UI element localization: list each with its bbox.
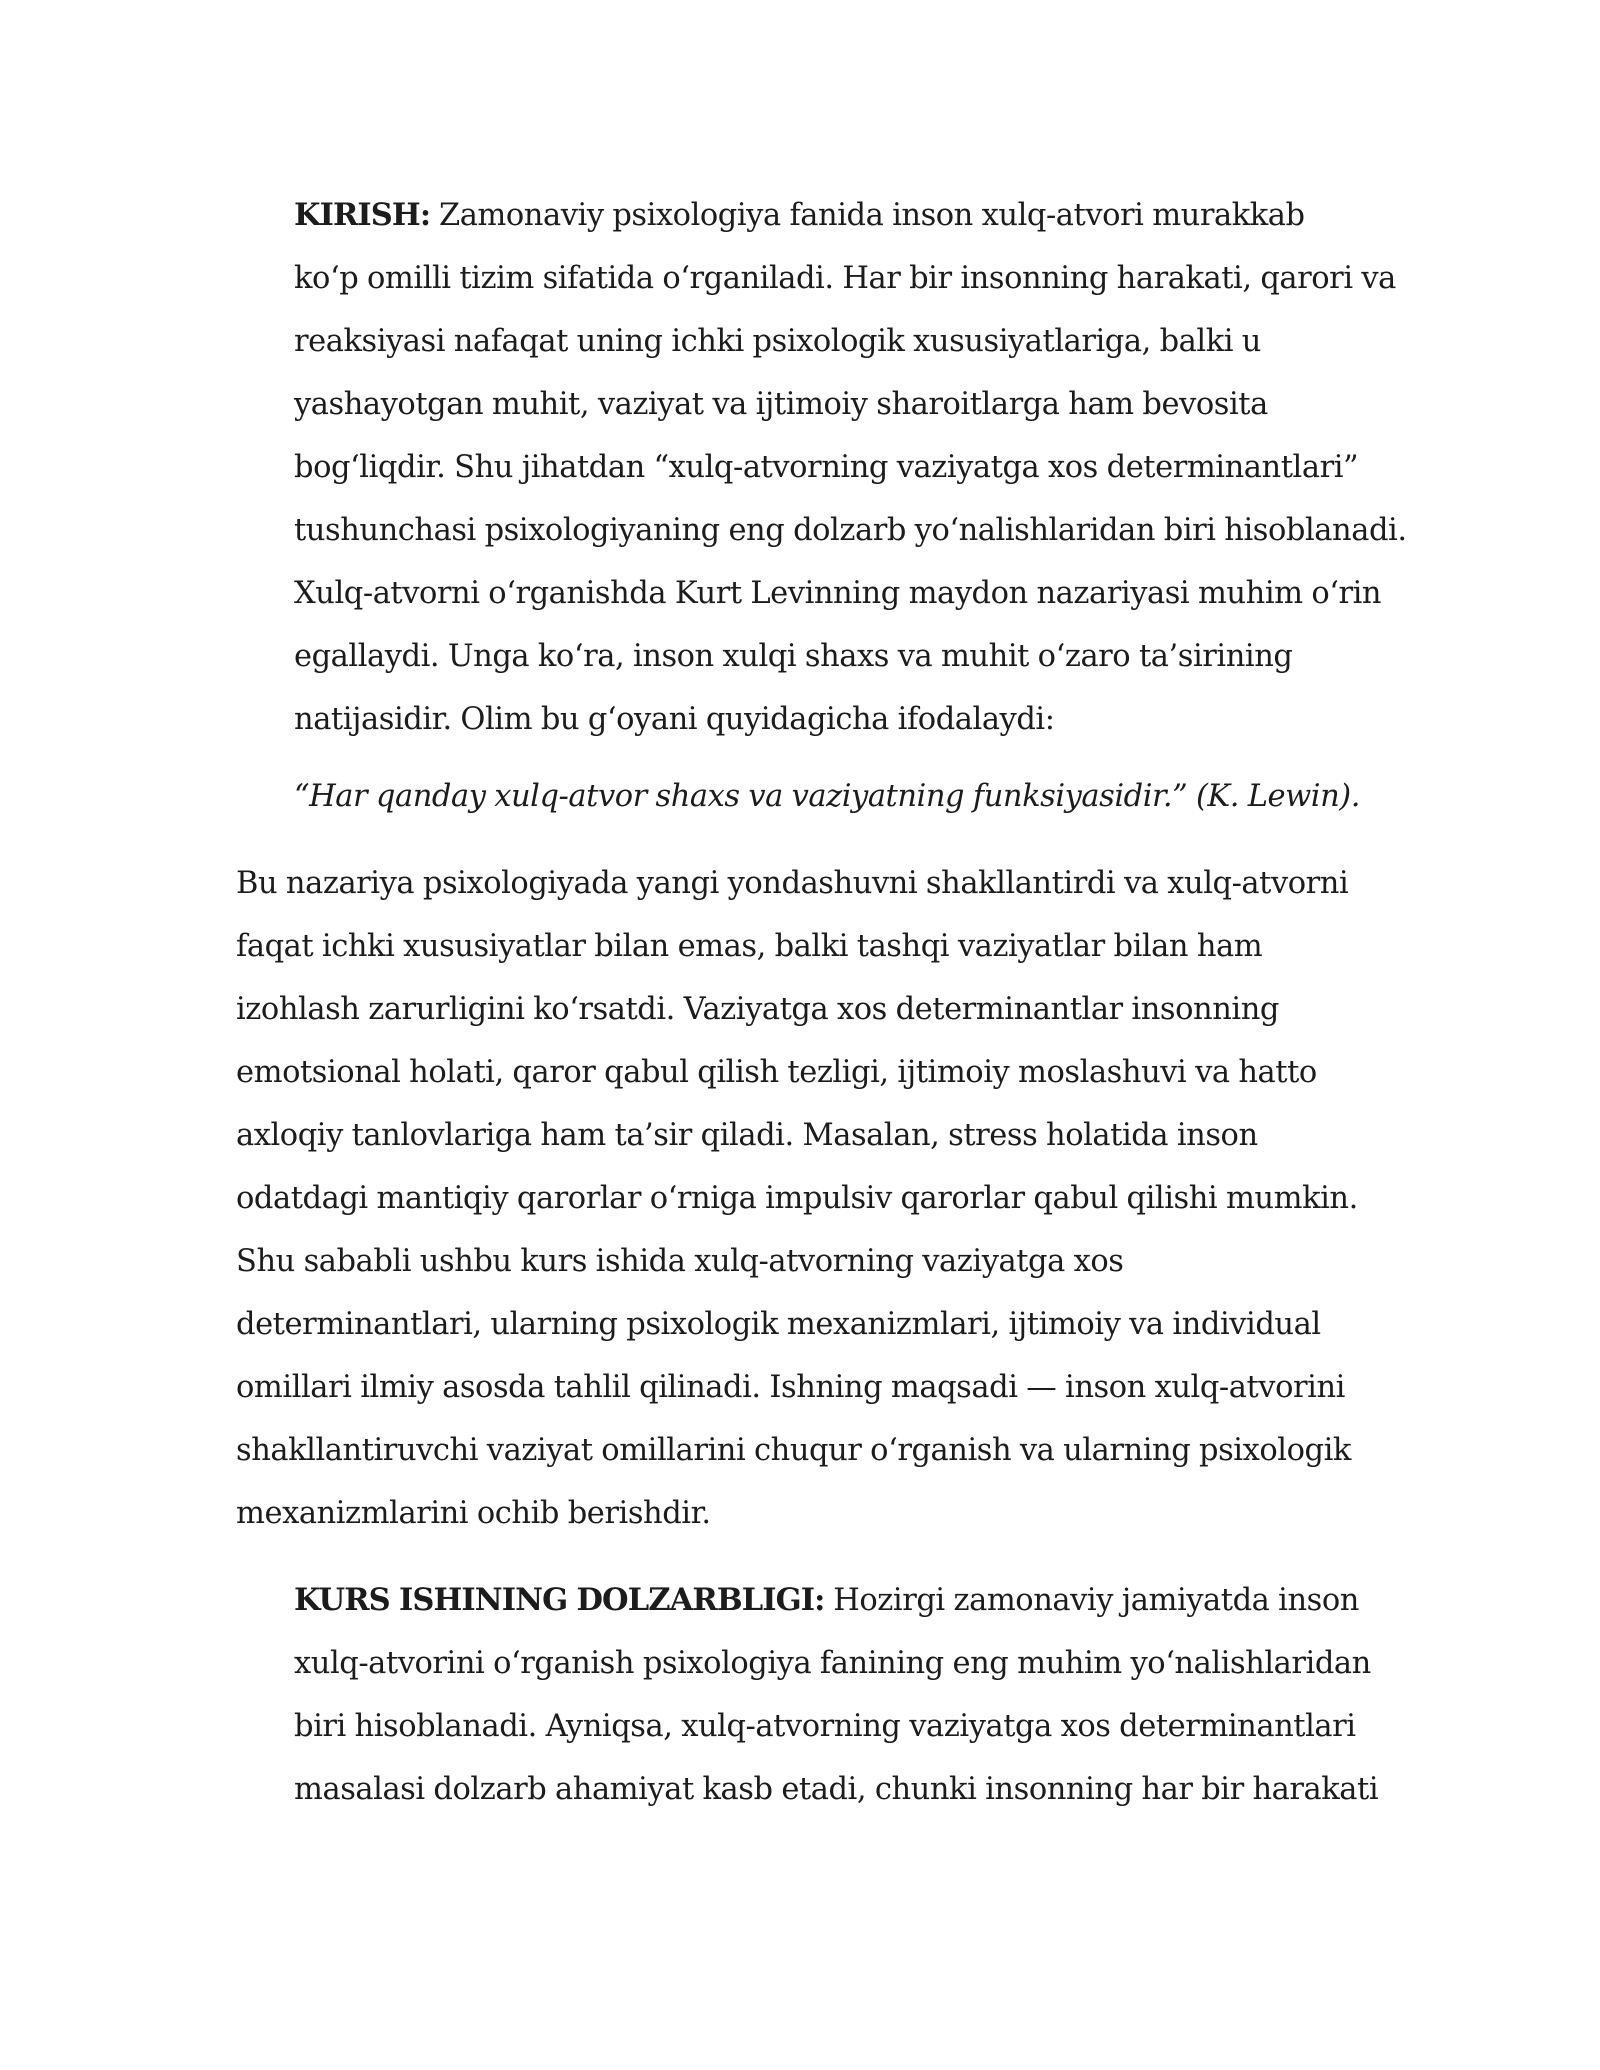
theory-line: axloqiy tanlovlariga ham ta’sir qiladi. Masalan, stress holatida inson — [236, 1118, 1258, 1153]
intro-line: tushunchasi psixologiyaning eng dolzarb yo‘nalishlaridan biri hisoblanadi. — [294, 513, 1407, 548]
relevance-paragraph — [236, 1569, 1386, 1821]
theory-line: omillari ilmiy asosda tahlil qilinadi. Ishning maqsadi — inson xulq-atvorini — [236, 1370, 1345, 1405]
intro-paragraph — [236, 184, 1407, 751]
intro-line: bog‘liqdir. Shu jihatdan “xulq-atvorning vaziyatga xos determinantlari” — [294, 450, 1359, 485]
intro-line: reaksiyasi nafaqat uning ichki psixologik xususiyatlariga, balki u — [294, 324, 1261, 359]
theory-line: izohlash zarurligini ko‘rsatdi. Vaziyatga xos determinantlar insonning — [236, 992, 1279, 1027]
relevance-heading: KURS ISHINING DOLZARBLIGI: — [294, 1582, 825, 1618]
quote-text: “Har qanday xulq-atvor shaxs va vaziyatning funksiyasidir.” (K. Lewin). — [294, 779, 1360, 814]
relevance-line-1 — [236, 1569, 1386, 1632]
relevance-line-text: Hozirgi zamonaviy jamiyatda inson — [824, 1583, 1359, 1618]
relevance-line: biri hisoblanadi. Ayniqsa, xulq-atvorning vaziyatga xos determinantlari — [294, 1709, 1356, 1744]
theory-paragraph — [236, 852, 1386, 1545]
intro-line: ko‘p omilli tizim sifatida o‘rganiladi. Har bir insonning harakati, qarori va — [294, 261, 1396, 296]
theory-line: faqat ichki xususiyatlar bilan emas, balki tashqi vaziyatlar bilan ham — [236, 929, 1263, 964]
theory-line: Bu nazariya psixologiyada yangi yondashuvni shakllantirdi va xulq-atvorni — [236, 866, 1349, 901]
intro-line: natijasidir. Olim bu g‘oyani quyidagicha ifodalaydi: — [294, 702, 1055, 737]
lewin-quote — [236, 765, 1386, 828]
theory-line: determinantlari, ularning psixologik mexanizmlari, ijtimoiy va individual — [236, 1307, 1321, 1342]
intro-line: Xulq-atvorni o‘rganishda Kurt Levinning maydon nazariyasi muhim o‘rin — [294, 576, 1382, 611]
intro-line: yashayotgan muhit, vaziyat va ijtimoiy sharoitlarga ham bevosita — [294, 387, 1268, 422]
relevance-line: xulq-atvorini o‘rganish psixologiya fanining eng muhim yo‘nalishlaridan — [294, 1646, 1371, 1681]
theory-line: Shu sababli ushbu kurs ishida xulq-atvorning vaziyatga xos — [236, 1244, 1124, 1279]
theory-line: shakllantiruvchi vaziyat omillarini chuqur o‘rganish va ularning psixologik — [236, 1433, 1351, 1468]
intro-heading: KIRISH: — [294, 197, 431, 233]
theory-line: emotsional holati, qaror qabul qilish tezligi, ijtimoiy moslashuvi va hatto — [236, 1055, 1317, 1090]
intro-line-text: Zamonaviy psixologiya fanida inson xulq-atvori murakkab — [430, 198, 1305, 233]
intro-line-1 — [236, 184, 1386, 247]
document-body — [236, 184, 1407, 1821]
theory-line: mexanizmlarini ochib berishdir. — [236, 1496, 711, 1531]
intro-line: egallaydi. Unga ko‘ra, inson xulqi shaxs va muhit o‘zaro ta’sirining — [294, 639, 1293, 674]
relevance-line: masalasi dolzarb ahamiyat kasb etadi, chunki insonning har bir harakati — [294, 1772, 1379, 1807]
theory-line: odatdagi mantiqiy qarorlar o‘rniga impulsiv qarorlar qabul qilishi mumkin. — [236, 1181, 1358, 1216]
